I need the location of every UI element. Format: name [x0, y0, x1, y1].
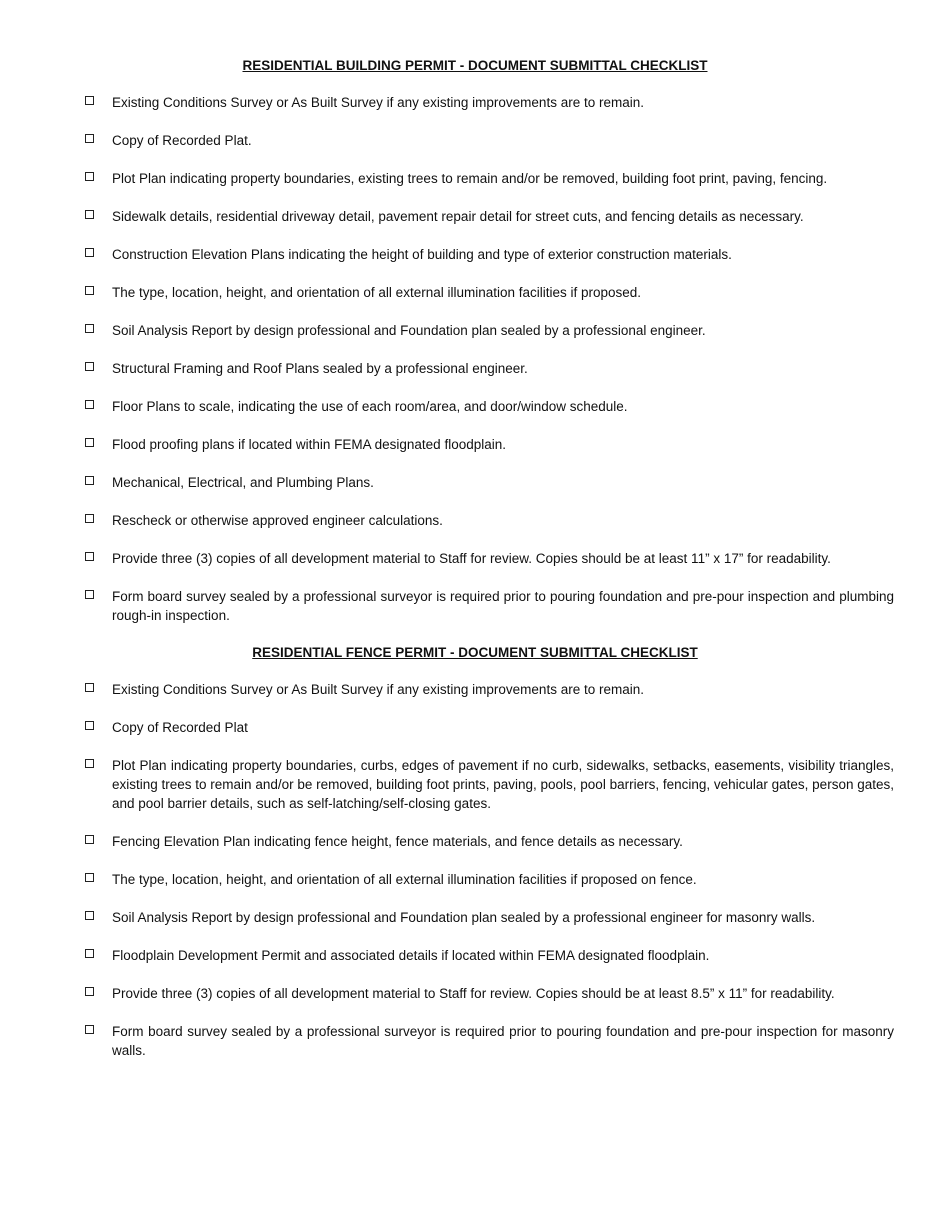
fence-checklist — [0, 680, 950, 1079]
checklist-item-text: Flood proofing plans if located within FEMA designated floodplain. — [112, 437, 506, 452]
checklist-item — [0, 321, 950, 340]
checklist-item — [0, 93, 950, 112]
fence-checklist-title: RESIDENTIAL FENCE PERMIT - DOCUMENT SUBMITTAL CHECKLIST — [252, 645, 698, 660]
checklist-item — [0, 131, 950, 150]
checklist-item — [0, 207, 950, 226]
checkbox-icon — [85, 96, 94, 105]
building-checklist — [0, 93, 950, 644]
checklist-item — [0, 756, 950, 813]
checkbox-icon — [85, 552, 94, 561]
checkbox-icon — [85, 172, 94, 181]
checklist-item-text: Form board survey sealed by a professional surveyor is required prior to pouring foundation and pre-pour inspection for masonry walls. — [112, 1024, 894, 1058]
checklist-item — [0, 832, 950, 851]
checklist-item-text: The type, location, height, and orientation of all external illumination facilities if proposed on fence. — [112, 872, 697, 887]
checkbox-icon — [85, 873, 94, 882]
checklist-item — [0, 718, 950, 737]
checkbox-icon — [85, 987, 94, 996]
checkbox-icon — [85, 476, 94, 485]
checkbox-icon — [85, 362, 94, 371]
checkbox-icon — [85, 949, 94, 958]
checklist-item — [0, 1022, 950, 1060]
checklist-item — [0, 908, 950, 927]
checklist-item-text: Floodplain Development Permit and associated details if located within FEMA designated floodplain. — [112, 948, 710, 963]
checkbox-icon — [85, 134, 94, 143]
checklist-item-text: Floor Plans to scale, indicating the use of each room/area, and door/window schedule. — [112, 399, 628, 414]
building-checklist-title: RESIDENTIAL BUILDING PERMIT - DOCUMENT SUBMITTAL CHECKLIST — [242, 58, 708, 73]
checklist-item — [0, 169, 950, 188]
checklist-item-text: Plot Plan indicating property boundaries, curbs, edges of pavement if no curb, sidewalks, setbacks, easements, visibility triangles, existing trees to remain and/or be removed, building foot prints, paving, pools, pool barriers, fencing, vehicular gates, person gates, and pool barrier details, such as self-latching/self-closing gates. — [112, 758, 894, 811]
checklist-item — [0, 359, 950, 378]
checklist-item — [0, 473, 950, 492]
checklist-item — [0, 984, 950, 1003]
checklist-item-text: Soil Analysis Report by design professional and Foundation plan sealed by a professional engineer for masonry walls. — [112, 910, 816, 925]
checklist-item — [0, 397, 950, 416]
checklist-item — [0, 283, 950, 302]
checkbox-icon — [85, 286, 94, 295]
checklist-item-text: Construction Elevation Plans indicating the height of building and type of exterior construction materials. — [112, 247, 732, 262]
checkbox-icon — [85, 248, 94, 257]
checklist-item-text: Plot Plan indicating property boundaries, existing trees to remain and/or be removed, building foot print, paving, fencing. — [112, 171, 828, 186]
checkbox-icon — [85, 400, 94, 409]
checklist-item-text: The type, location, height, and orientation of all external illumination facilities if proposed. — [112, 285, 642, 300]
checkbox-icon — [85, 911, 94, 920]
checkbox-icon — [85, 835, 94, 844]
checklist-item — [0, 587, 950, 625]
checkbox-icon — [85, 324, 94, 333]
checkbox-icon — [85, 438, 94, 447]
checklist-item — [0, 549, 950, 568]
checklist-item-text: Existing Conditions Survey or As Built Survey if any existing improvements are to remain. — [112, 95, 644, 110]
checklist-item-text: Provide three (3) copies of all development material to Staff for review. Copies should be at least 11” x 17” for readability. — [112, 551, 831, 566]
checkbox-icon — [85, 514, 94, 523]
checkbox-icon — [85, 210, 94, 219]
checklist-item — [0, 680, 950, 699]
checkbox-icon — [85, 683, 94, 692]
checklist-item — [0, 511, 950, 530]
checkbox-icon — [85, 590, 94, 599]
checklist-item-text: Copy of Recorded Plat — [112, 720, 248, 735]
checklist-item-text: Soil Analysis Report by design professional and Foundation plan sealed by a professional engineer. — [112, 323, 706, 338]
checkbox-icon — [85, 1025, 94, 1034]
checklist-item — [0, 870, 950, 889]
checklist-item-text: Sidewalk details, residential driveway detail, pavement repair detail for street cuts, and fencing details as necessary. — [112, 209, 804, 224]
checkbox-icon — [85, 721, 94, 730]
checklist-item-text: Fencing Elevation Plan indicating fence height, fence materials, and fence details as necessary. — [112, 834, 683, 849]
checklist-item-text: Structural Framing and Roof Plans sealed by a professional engineer. — [112, 361, 528, 376]
checklist-item-text: Provide three (3) copies of all development material to Staff for review. Copies should be at least 8.5” x 11” for readability. — [112, 986, 835, 1001]
checklist-item — [0, 435, 950, 454]
checklist-item-text: Form board survey sealed by a professional surveyor is required prior to pouring foundation and pre-pour inspection and plumbing rough-in inspection. — [112, 589, 894, 623]
checklist-item — [0, 245, 950, 264]
checklist-item-text: Rescheck or otherwise approved engineer calculations. — [112, 513, 443, 528]
checklist-item-text: Existing Conditions Survey or As Built Survey if any existing improvements are to remain. — [112, 682, 644, 697]
checklist-item-text: Copy of Recorded Plat. — [112, 133, 252, 148]
checklist-item — [0, 946, 950, 965]
checkbox-icon — [85, 759, 94, 768]
checklist-item-text: Mechanical, Electrical, and Plumbing Plans. — [112, 475, 374, 490]
